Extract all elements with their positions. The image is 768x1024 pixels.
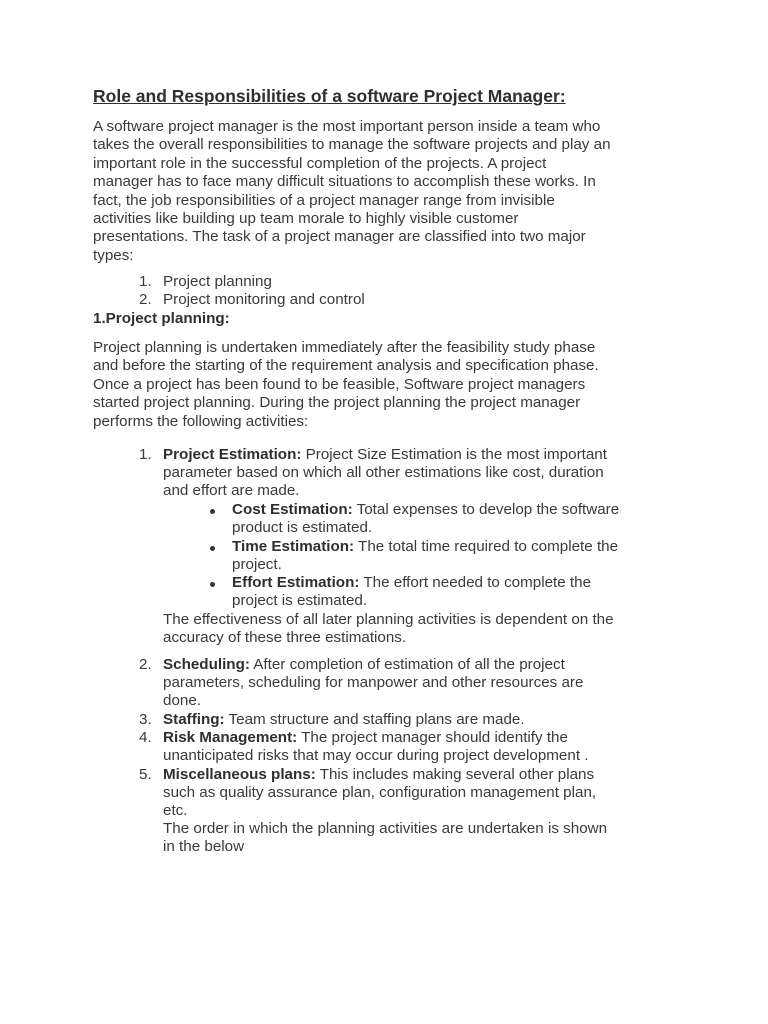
intro-line: A software project manager is the most important person inside a team who: [93, 118, 601, 135]
item-label: Staffing:: [163, 711, 225, 728]
bullet-item: [232, 538, 618, 556]
item-text: done.: [163, 692, 202, 709]
item-label: Risk Management:: [163, 729, 298, 746]
item-text: such as quality assurance plan, configuration management plan,: [163, 784, 597, 801]
planning-line: and before the starting of the requirement analysis and specification phase.: [93, 357, 599, 375]
intro-line: takes the overall responsibilities to manage the software projects and play an: [93, 136, 611, 154]
item-text: unanticipated risks that may occur during project development .: [163, 747, 589, 764]
planning-line: Once a project has been found to be feasible, Software project managers: [93, 375, 586, 393]
list-item: [163, 711, 525, 729]
item-text: etc.: [163, 802, 188, 819]
list-item: [163, 446, 607, 464]
item-text: After completion of estimation of all the project: [249, 656, 565, 673]
item-label: Time Estimation:: [232, 538, 355, 555]
item-text: product is estimated.: [232, 519, 373, 536]
list-item: [163, 729, 568, 747]
list-number: 2.: [139, 291, 152, 308]
item-text: in the below: [163, 838, 245, 855]
item-label: Miscellaneous plans:: [163, 766, 316, 783]
intro-line: manager has to face many difficult situations to accomplish these works. In: [93, 173, 596, 191]
item-text: project.: [232, 556, 282, 573]
list-item: Project monitoring and control: [163, 291, 365, 308]
list-number: 1.: [139, 273, 152, 290]
list-item: [163, 656, 565, 674]
item-label: Scheduling:: [163, 656, 250, 673]
item-text: The project manager should identify the: [297, 729, 568, 746]
bullet-item: [232, 501, 619, 519]
section-heading: 1.Project planning:: [93, 310, 230, 327]
intro-line: activities like building up team morale to highly visible customer: [93, 210, 519, 228]
planning-paragraph: [93, 339, 693, 431]
list-item: Project planning: [163, 273, 272, 290]
item-text: The total time required to complete the: [354, 538, 619, 555]
item-text: The order in which the planning activities are undertaken is shown: [163, 820, 608, 837]
bullet-icon: [210, 509, 215, 514]
item-label: Project Estimation:: [163, 446, 302, 463]
list-number: 4.: [139, 729, 152, 746]
item-label: Cost Estimation:: [232, 501, 353, 518]
intro-paragraph: [93, 118, 693, 265]
list-number: 1.: [139, 446, 152, 463]
planning-line: started project planning. During the project planning the project manager: [93, 394, 581, 412]
item-text: parameters, scheduling for manpower and other resources are: [163, 674, 584, 691]
item-text: and effort are made.: [163, 482, 300, 499]
item-text: accuracy of these three estimations.: [163, 629, 407, 646]
list-item: [163, 766, 594, 784]
list-number: 5.: [139, 766, 152, 783]
item-text: Project Size Estimation is the most important: [301, 446, 607, 463]
item-text: Team structure and staffing plans are made.: [224, 711, 525, 728]
bullet-icon: [210, 582, 215, 587]
item-text: This includes making several other plans: [315, 766, 595, 783]
item-text: The effort needed to complete the: [359, 574, 592, 591]
planning-line: Project planning is undertaken immediately after the feasibility study phase: [93, 339, 596, 356]
list-number: 2.: [139, 656, 152, 673]
item-text: Total expenses to develop the software: [352, 501, 620, 518]
intro-line: important role in the successful completion of the projects. A project: [93, 154, 547, 172]
intro-line: fact, the job responsibilities of a project manager range from invisible: [93, 191, 555, 209]
intro-line: presentations. The task of a project manager are classified into two major: [93, 228, 586, 246]
list-number: 3.: [139, 711, 152, 728]
item-text: project is estimated.: [232, 592, 368, 609]
item-label: Effort Estimation:: [232, 574, 360, 591]
page-title: Role and Responsibilities of a software Project Manager:: [93, 86, 566, 106]
bullet-icon: [210, 546, 215, 551]
intro-line: types:: [93, 246, 134, 264]
item-text: The effectiveness of all later planning activities is dependent on the: [163, 611, 614, 628]
item-text: parameter based on which all other estimations like cost, duration: [163, 464, 604, 481]
bullet-item: [232, 574, 591, 592]
planning-line: performs the following activities:: [93, 412, 309, 430]
